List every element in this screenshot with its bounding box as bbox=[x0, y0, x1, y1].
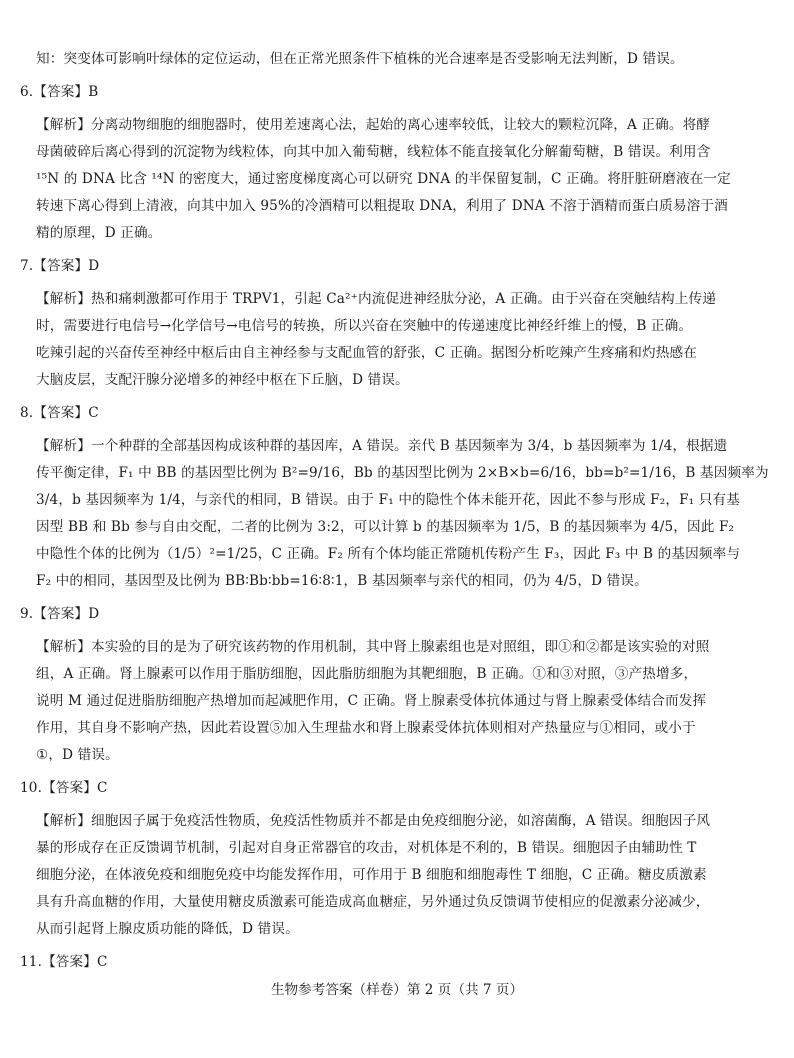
q8-explanation-line: F₂ 中的相同，基因型及比例为 BB∶Bb∶bb=16∶8∶1，B 基因频率与亲代的相同，仍为 4/5，D 错误。 bbox=[36, 573, 648, 589]
page-footer: 生物参考答案（样卷）第 2 页（共 7 页） bbox=[270, 982, 524, 998]
q7-explanation-line: 【解析】热和痛刺激都可作用于 TRPV1，引起 Ca²⁺内流促进神经肽分泌，A 正确。由于兴奋在突触结构上传递 bbox=[36, 291, 717, 307]
q6-explanation-line: 母菌破碎后离心得到的沉淀物为线粒体，向其中加入葡萄糖，线粒体不能直接氧化分解葡萄糖，B 错误。利用含 bbox=[36, 144, 711, 160]
q7-explanation-line: 时，需要进行电信号→化学信号→电信号的转换，所以兴奋在突触中的传递速度比神经纤维上的慢，B 正确。 bbox=[36, 318, 693, 334]
q7-explanation-line: 大脑皮层，支配汗腺分泌增多的神经中枢在下丘脑，D 错误。 bbox=[36, 372, 409, 388]
q9-answer: 9.【答案】D bbox=[20, 606, 100, 622]
intro-line: 知：突变体可影响叶绿体的定位运动，但在正常光照条件下植株的光合速率是否受影响无法判断，D 错误。 bbox=[36, 51, 684, 67]
q8-explanation-line: 传平衡定律，F₁ 中 BB 的基因型比例为 B²=9/16，Bb 的基因型比例为 2×B×b=6/16，bb=b²=1/16，B 基因频率为 bbox=[36, 465, 769, 481]
q10-explanation-line: 【解析】细胞因子属于免疫活性物质，免疫活性物质并不都是由免疫细胞分泌，如溶菌酶，A 错误。细胞因子风 bbox=[36, 813, 711, 829]
q9-explanation-line: 组，A 正确。肾上腺素可以作用于脂肪细胞，因此脂肪细胞为其靶细胞，B 正确。①和③对照，③产热增多， bbox=[36, 666, 698, 682]
q8-explanation-line: 【解析】一个种群的全部基因构成该种群的基因库，A 错误。亲代 B 基因频率为 3/4，b 基因频率为 1/4，根据遗 bbox=[36, 438, 728, 454]
q6-explanation-line: ¹⁵N 的 DNA 比含 ¹⁴N 的密度大，通过密度梯度离心可以研究 DNA 的半保留复制，C 正确。将肝脏研磨液在一定 bbox=[36, 171, 731, 187]
q10-explanation-line: 从而引起肾上腺皮质功能的降低，D 错误。 bbox=[36, 921, 299, 937]
q9-explanation-line: ①，D 错误。 bbox=[36, 747, 119, 763]
q7-answer: 7.【答案】D bbox=[20, 258, 100, 274]
q9-explanation-line: 作用，其自身不影响产热，因此若设置⑤加入生理盐水和肾上腺素受体抗体则相对产热量应与①相同，或小于 bbox=[36, 720, 696, 736]
q10-explanation-line: 细胞分泌，在体液免疫和细胞免疫中均能发挥作用，可作用于 B 细胞和细胞毒性 T 细胞，C 正确。糖皮质激素 bbox=[36, 867, 707, 883]
q6-answer: 6.【答案】B bbox=[20, 84, 99, 100]
q11-answer: 11.【答案】C bbox=[20, 954, 108, 970]
q10-explanation-line: 暴的形成存在正反馈调节机制，引起对自身正常器官的攻击，对机体是不利的，B 错误。细胞因子由辅助性 T bbox=[36, 840, 697, 856]
q10-explanation-line: 具有升高血糖的作用，大量使用糖皮质激素可能造成高血糖症，另外通过负反馈调节使相应的促激素分泌减少， bbox=[36, 894, 710, 910]
q6-explanation-line: 精的原理，D 正确。 bbox=[36, 225, 162, 241]
q8-explanation-line: 中隐性个体的比例为（1/5）²=1/25，C 正确。F₂ 所有个体均能正常随机传粉产生 F₃，因此 F₃ 中 B 的基因频率与 bbox=[36, 546, 741, 562]
q10-answer: 10.【答案】C bbox=[20, 780, 108, 796]
q9-explanation-line: 说明 M 通过促进脂肪细胞产热增加而起减肥作用，C 正确。肾上腺素受体抗体通过与肾上腺素受体结合而发挥 bbox=[36, 693, 707, 709]
q7-explanation-line: 吃辣引起的兴奋传至神经中枢后由自主神经参与支配血管的舒张，C 正确。据图分析吃辣产生疼痛和灼热感在 bbox=[36, 345, 697, 361]
q9-explanation-line: 【解析】本实验的目的是为了研究该药物的作用机制，其中肾上腺素组也是对照组，即①和②都是该实验的对照 bbox=[36, 639, 710, 655]
q6-explanation-line: 【解析】分离动物细胞的细胞器时，使用差速离心法，起始的离心速率较低，让较大的颗粒沉降，A 正确。将酵 bbox=[36, 117, 711, 133]
q6-explanation-line: 转速下离心得到上清液，向其中加入 95%的冷酒精可以粗提取 DNA，利用了 DNA 不溶于酒精而蛋白质易溶于酒 bbox=[36, 198, 728, 214]
q8-explanation-line: 因型 BB 和 Bb 参与自由交配，二者的比例为 3:2，可以计算 b 的基因频率为 1/5，B 的基因频率为 4/5，因此 F₂ bbox=[36, 519, 735, 535]
q8-explanation-line: 3/4，b 基因频率为 1/4，与亲代的相同，B 错误。由于 F₁ 中的隐性个体未能开花，因此不参与形成 F₂，F₁ 只有基 bbox=[36, 492, 740, 508]
q8-answer: 8.【答案】C bbox=[20, 405, 99, 421]
